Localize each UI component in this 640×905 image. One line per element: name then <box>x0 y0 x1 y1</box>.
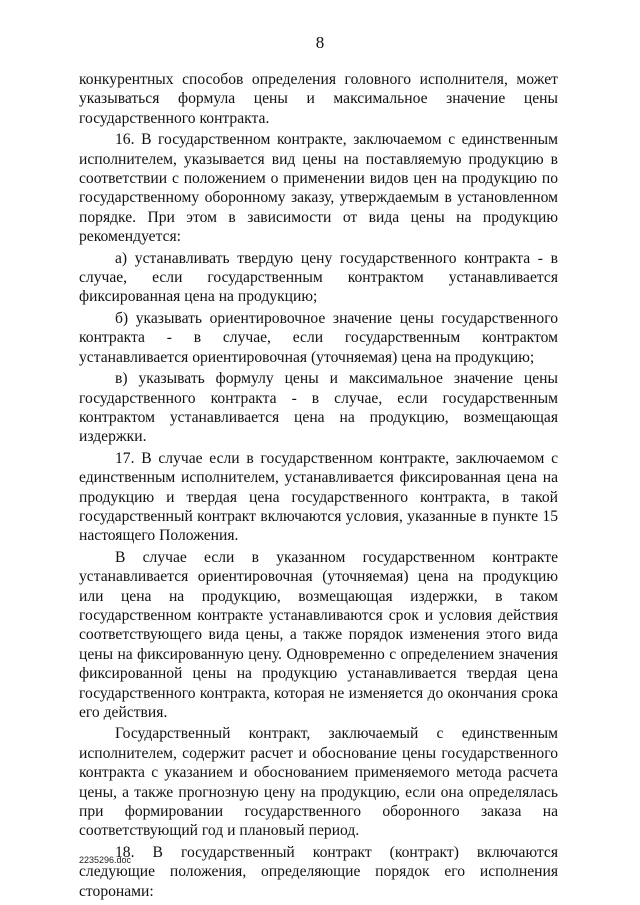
paragraph-clause-18: 18. В государственный контракт (контракт) включаются следующие положения, определяющие порядок его исполнения сторонами: <box>79 843 558 900</box>
footer-filename: 2235296.doc <box>79 855 132 865</box>
paragraph-clause-17-cont-1: В случае если в указанном государственном контракте устанавливается ориентировочная (уточняемая) цена на продукцию или цена на продукцию, возмещающая издержки, в таком государственном контракте устанавливаются срок и условия действия соответствующего вида цены, а также порядок изменения этого вида цены на фиксированную цену. Одновременно с определением значения фиксированной цены на продукцию устанавливается твердая цена государственного контракта, которая не изменяется до окончания срока его действия. <box>79 548 558 721</box>
list-item-a: а) устанавливать твердую цену государственного контракта - в случае, если государственным контрактом устанавливается фиксированная цена на продукцию; <box>79 249 558 306</box>
page-number: 8 <box>315 33 325 52</box>
list-item-b: б) указывать ориентировочное значение цены государственного контракта - в случае, если государственным контрактом устанавливается ориентировочная (уточняемая) цена на продукцию; <box>79 309 558 366</box>
paragraph-clause-17: 17. В случае если в государственном контракте, заключаемом с единственным исполнителем, устанавливается фиксированная цена на продукцию и твердая цена государственного контракта, в такой государственный контракт включаются условия, указанные в пункте 15 настоящего Положения. <box>79 449 558 545</box>
document-body <box>79 70 558 901</box>
paragraph-clause-16: 16. В государственном контракте, заключаемом с единственным исполнителем, указывается вид цены на поставляемую продукцию в соответствии с положением о применении видов цен на продукцию по государственному оборонному заказу, утверждаемым в установленном порядке. При этом в зависимости от вида цены на продукцию рекомендуется: <box>79 131 558 246</box>
paragraph-continuation: конкурентных способов определения головного исполнителя, может указываться формула цены и максимальное значение цены государственного контракта. <box>79 71 558 127</box>
paragraph-clause-17-cont-2: Государственный контракт, заключаемый с единственным исполнителем, содержит расчет и обоснование цены государственного контракта с указанием и обоснованием применяемого метода расчета цены, а также прогнозную цену на продукцию, если она определялась при формировании государственного оборонного заказа на соответствующий год и плановый период. <box>79 725 558 840</box>
list-item-v: в) указывать формулу цены и максимальное значение цены государственного контракта - в случае, если государственным контрактом устанавливается цена на продукцию, возмещающая издержки. <box>79 370 558 446</box>
